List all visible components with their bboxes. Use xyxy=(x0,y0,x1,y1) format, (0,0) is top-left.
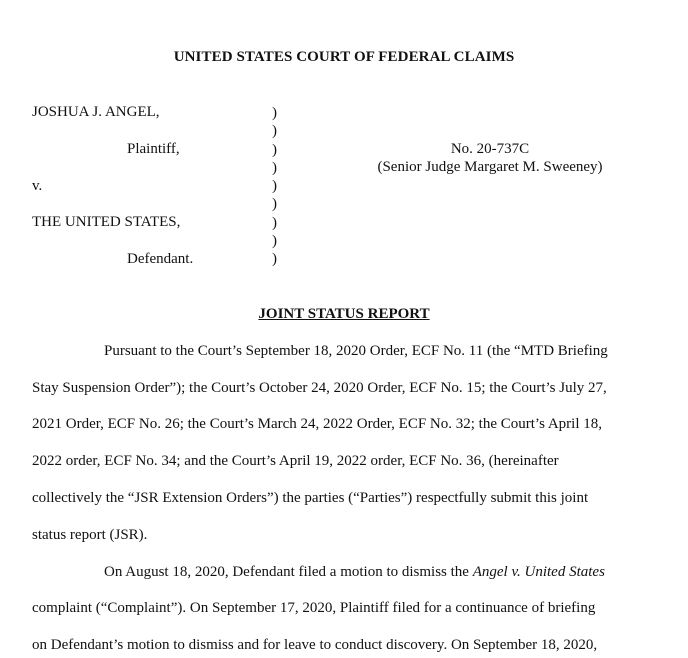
court-title: UNITED STATES COURT OF FEDERAL CLAIMS xyxy=(173,49,515,65)
versus-label: v. xyxy=(32,178,43,194)
paren: ) xyxy=(272,178,277,195)
report-title: JOINT STATUS REPORT xyxy=(258,306,430,322)
paragraph2-line: complaint (“Complaint”). On September 17, 2020, Plaintiff filed for a continuance of briefing xyxy=(32,600,596,616)
paren: ) xyxy=(272,141,277,158)
paren: ) xyxy=(272,214,277,231)
paren: ) xyxy=(272,159,277,176)
paragraph1-line: 2022 order, ECF No. 34; and the Court’s April 19, 2022 order, ECF No. 36, (hereinafter xyxy=(32,453,559,469)
paragraph2-line xyxy=(104,564,605,581)
paragraph1-line: collectively the “JSR Extension Orders”) the parties (“Parties”) respectfully submit this joint xyxy=(32,490,589,506)
case-number: No. 20-737C xyxy=(450,141,530,157)
caption-parentheses xyxy=(272,104,277,269)
paren: ) xyxy=(272,233,277,250)
paragraph2-line: on Defendant’s motion to dismiss and for leave to conduct discovery. On September 18, 2020, xyxy=(32,637,598,653)
judge-name: (Senior Judge Margaret M. Sweeney) xyxy=(377,159,603,175)
plaintiff-name: JOSHUA J. ANGEL, xyxy=(32,104,160,120)
paren: ) xyxy=(272,196,277,213)
paragraph2-text: On August 18, 2020, Defendant filed a motion to dismiss the xyxy=(104,564,473,580)
paragraph1-line: status report (JSR). xyxy=(32,527,148,543)
plaintiff-role: Plaintiff, xyxy=(127,141,180,157)
paragraph1-line: 2021 Order, ECF No. 26; the Court’s March 24, 2022 Order, ECF No. 32; the Court’s April 18, xyxy=(32,416,603,432)
paren: ) xyxy=(272,123,277,140)
paragraph1-line: Stay Suspension Order”); the Court’s October 24, 2020 Order, ECF No. 15; the Court’s July 27, xyxy=(32,380,607,396)
case-name-italic: Angel v. United States xyxy=(472,564,605,580)
defendant-name: THE UNITED STATES, xyxy=(32,214,181,230)
paren: ) xyxy=(272,251,277,268)
paragraph1-line: Pursuant to the Court’s September 18, 2020 Order, ECF No. 11 (the “MTD Briefing xyxy=(104,343,608,359)
defendant-role: Defendant. xyxy=(127,251,194,267)
paren: ) xyxy=(272,105,277,121)
